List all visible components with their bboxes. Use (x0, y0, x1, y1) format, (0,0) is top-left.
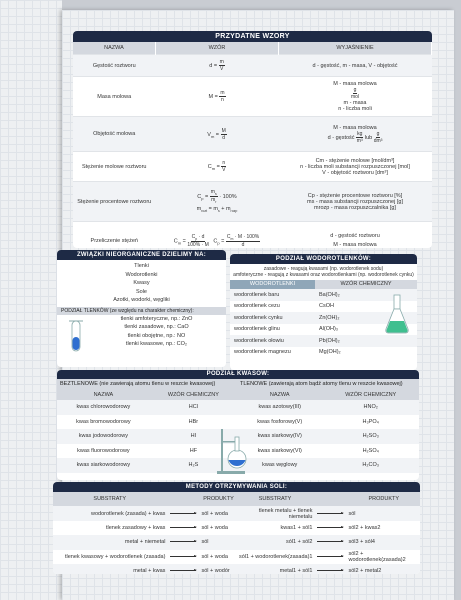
oxide-item: tlenki obojętne, np.: NO (127, 332, 186, 339)
formulas-title: PRZYDATNE WZORY (73, 31, 432, 42)
formula-molar-volume: $V_m$ = $\frac{M}{d}$ (156, 117, 279, 152)
formula-name-molar-conc: Stężenie molowe roztworu (73, 152, 156, 182)
inorganic-item: Wodorotlenki (125, 271, 158, 278)
formula-name-molar-volume: Objętość molowa (73, 117, 156, 152)
formula-percent-conc: $C_p$ = $\frac{m_s}{m_r}$ · 100% $m_{rozt} = m_s + m_{rozp}$ (156, 182, 279, 222)
oxides-title: PODZIAŁ TLENKÓW (ze względu na charakter chemiczny): (57, 307, 226, 315)
arrow-icon (317, 556, 343, 557)
arrow-icon (170, 556, 196, 557)
formulas-table (73, 42, 432, 248)
acids-left-title: BEZTLENOWE (nie zawierają atomu tlenu w reszcie kwasowej) (57, 379, 237, 389)
acids-title: PODZIAŁ KWASÓW: (57, 370, 419, 379)
formula-name-molar-mass: Masa molowa (73, 77, 156, 117)
hydroxides-title: PODZIAŁ WODOROTLENKÓW: (230, 254, 417, 264)
formula-name-density: Gęstość roztworu (73, 55, 156, 77)
salts-left-table: SUBSTRATY PRODUKTY wodorotlenek (zasada) + kwas sól + woda tlenek zasadowy + kwas sól + woda metal + niemetal sól tlenek kwasowy + wodorotlenek (zasada) sól + woda metal + kwas sól + wodór (53, 492, 237, 574)
arrow-icon (317, 513, 343, 514)
salts-card (53, 482, 420, 574)
formula-molar-mass: M = $\frac{m}{n}$ (156, 77, 279, 117)
acids-oxygen-table: NAZWA WZÓR CHEMICZNY kwas azotowy(III) HNO₂ kwas fosforowy(V) H₃PO₄ kwas siarkowy(IV) H₂SO₃ kwas siarkowy(VI) H₂SO₄ kwas węglowy H₂CO₃ (237, 389, 419, 473)
inorganic-item: Kwasy (133, 280, 150, 286)
formula-expl-conversion: d - gęstość roztworu M - masa molowa (279, 222, 432, 249)
hydroxides-header-formula: WZÓR CHEMICZNY (315, 280, 417, 289)
acids-card (57, 370, 419, 480)
formula-expl-percent-conc: Cp - stężenie procentowe roztworu [%] ms - masa substancji rozpuszczonej [g] mrozp - masa rozpuszczalnika [g] (279, 182, 432, 222)
salts-right-table: SUBSTRATY PRODUKTY tlenek metalu + tlenek niemetalu sól kwas1 + sól1 sól2 + kwas2 sól1 + sól2 sól3 + sól4 sól1 + wodorotlenek(zasada)1 sól2 + wodorotlenek(zasada)2 metal1 + sól1 sól2 + metal2 (237, 492, 421, 574)
flask-icon (383, 293, 411, 335)
oxides-block (57, 315, 226, 349)
acids-oxygenless-table: NAZWA WZÓR CHEMICZNY kwas chlorowodorowy HCl kwas bromowodorowy HBr kwas jodowodorowy HI kwas fluorowodorowy HF kwas siarkowodorowy H₂S (57, 389, 237, 473)
hydroxides-header-name: WODOROTLENKI (230, 280, 315, 289)
formula-density: d = $\frac{m}{V}$ (156, 55, 279, 77)
oxide-item: tlenki kwasowe, np.: CO₂ (125, 341, 188, 347)
arrow-icon (170, 513, 196, 514)
inorganic-list (57, 260, 226, 305)
inorganic-title: ZWIĄZKI NIEORGANICZNE DZIELIMY NA: (57, 250, 226, 260)
acids-right-title: TLENOWE (zawierają atom bądź atomy tlenu w reszcie kwasowej) (237, 379, 419, 389)
test-tube-icon (65, 319, 87, 357)
arrow-icon (170, 541, 196, 542)
formula-expl-molar-conc: Cm - stężenie molowe [mol/dm³] n - liczba moli substancji rozpuszczonej [mol] V - objętość roztworu [dm³] (279, 152, 432, 182)
formula-expl-molar-volume: M - masa molowa d - gęstość $\frac{kg}{\text{m³}}$ lub $\frac{g}{\text{dm³}}$ (279, 117, 432, 152)
inorganic-item: Sole (135, 288, 147, 295)
salts-title: METODY OTRZYMYWANIA SOLI: (53, 482, 420, 492)
hydroxides-table: wodorotlenek baru Ba(OH)₂ wodorotlenek cezu CsOH wodorotlenek cynku Zn(OH)₂ wodorotlenek glinu Al(OH)₃ wodorotlenek ołowiu Pb(OH)₂ wodorotlenek magnezu Mg(OH)₂ (230, 289, 417, 358)
arrow-icon (317, 541, 343, 542)
formulas-header-explanation: WYJAŚNIENIE (279, 42, 432, 55)
formula-expl-molar-mass: M - masa molowa $\frac{g}{\text{mol}}$ m - masa n - liczba moli (279, 77, 432, 117)
oxide-item: tlenki amfoteryczne, np.: ZnO (120, 315, 193, 322)
arrow-icon (170, 570, 196, 571)
inorganic-item: Azotki, wodorki, węgliki (113, 297, 170, 303)
arrow-icon (170, 527, 196, 528)
formula-name-conversion: Przeliczenie stężeń (73, 222, 156, 249)
oxide-item: tlenki zasadowe, np.: CaO (124, 324, 189, 330)
formula-molar-conc: $C_m$ = $\frac{n}{V}$ (156, 152, 279, 182)
formulas-header-name: NAZWA (73, 42, 156, 55)
arrow-icon (317, 527, 343, 528)
formula-name-percent-conc: Stężenie procentowe roztworu (73, 182, 156, 222)
unit-g-per-mol: $\frac{g}{\text{mol}}$ (350, 87, 360, 100)
inorganic-item: Tlenki (134, 263, 149, 269)
arrow-icon (317, 570, 343, 571)
hydroxides-intro: zasadowe - reagują kwasami (np. wodorotlenek sodu) amfoteryczne - reagują z kwasami oraz wodorotlenkami (np. wodorotlenek cynku) (233, 266, 414, 278)
formula-expl-density: d - gęstość, m - masa, V - objętość (279, 55, 432, 77)
hydroxides-card (230, 254, 417, 370)
formulas-header-formula: WZÓR (156, 42, 279, 55)
formulas-card (73, 31, 432, 248)
lab-stand-icon (215, 427, 255, 477)
inorganic-card (57, 250, 226, 367)
formula-conversion: $C_m$ = $\frac{C_p \cdot d}{100\% \cdot M}$ $C_p$ = $\frac{C_m \cdot M \cdot 100\%}{d}$ (156, 222, 279, 249)
